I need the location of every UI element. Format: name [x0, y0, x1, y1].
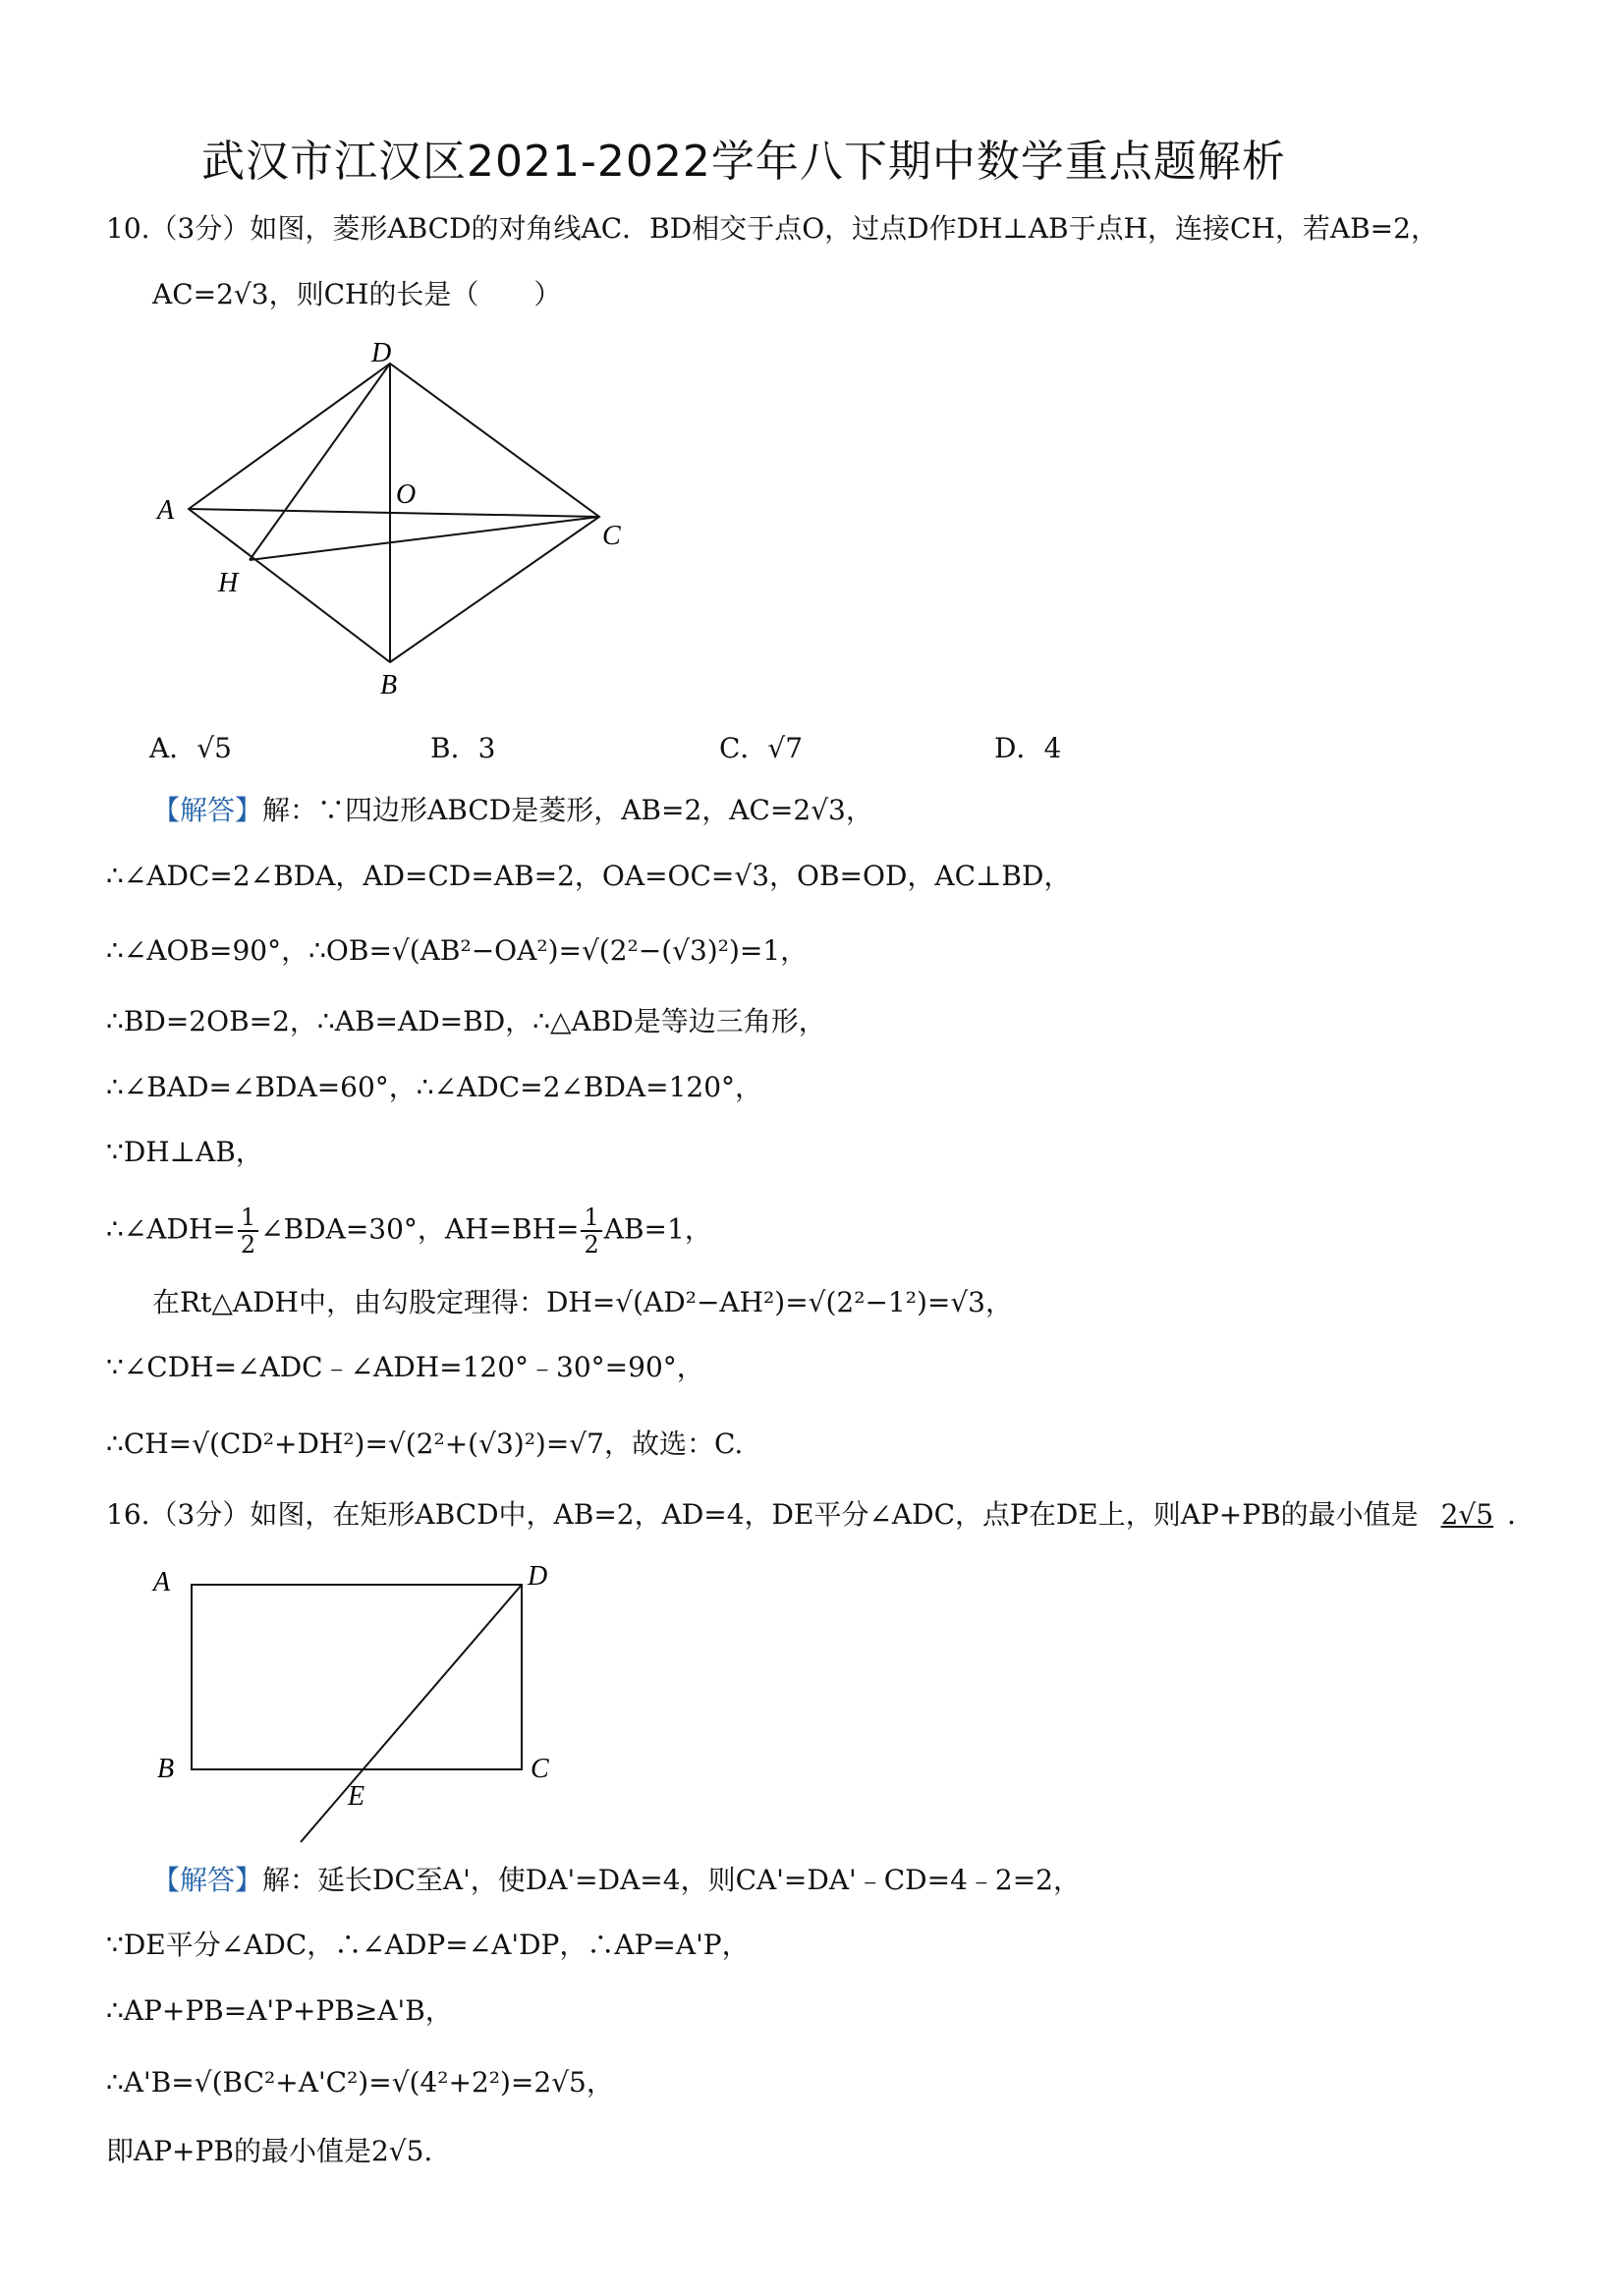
choice-b: B．3: [430, 732, 496, 764]
label-d: D: [371, 338, 392, 368]
fraction-half: $\frac{1}{2}$: [581, 1204, 601, 1258]
q10-solution-line4: ∴BD=2OB=2，∴AB=AD=BD，∴△ABD是等边三角形，: [106, 1005, 826, 1037]
label-h: H: [218, 568, 239, 598]
answer-tag: 【解答】: [152, 1864, 263, 1896]
q10-stem-line2: AC=2√3，则CH的长是（ ）: [152, 278, 562, 310]
q10-solution-line6: ∵DH⊥AB，: [106, 1136, 263, 1168]
q16-solution-line3: ∴AP+PB=A'P+PB≥A'B，: [106, 1994, 453, 2027]
page-title: 武汉市江汉区2021-2022学年八下期中数学重点题解析: [201, 137, 1286, 187]
answer-tag: 【解答】: [152, 794, 263, 826]
label-o: O: [396, 479, 417, 510]
q10-solution-line5: ∴∠BAD=∠BDA=60°，∴∠ADC=2∠BDA=120°，: [106, 1071, 763, 1103]
q16-answer-blank: 2√5: [1440, 1498, 1494, 1531]
q16-solution-line5: 即AP+PB的最小值是2√5.: [106, 2135, 433, 2167]
rectangle-figure: [147, 1557, 580, 1872]
q10-stem-line1: 10.（3分）如图，菱形ABCD的对角线AC．BD相交于点O，过点D作DH⊥AB于点H，连接CH，若AB=2，: [106, 212, 1438, 245]
choice-c: C．√7: [719, 732, 804, 764]
rhombus-figure: [147, 334, 639, 707]
q16-stem: 16.（3分）如图，在矩形ABCD中，AB=2，AD=4，DE平分∠ADC，点P在DE上，则AP+PB的最小值是 2√5 ．: [106, 1498, 1536, 1531]
q10-solution-line10: ∴CH=√(CD²+DH²)=√(2²+(√3)²)=√7，故选：C.: [106, 1428, 744, 1460]
q16-solution-line2: ∵DE平分∠ADC，∴∠ADP=∠A'DP，∴AP=A'P，: [106, 1929, 750, 1961]
choice-a: A．√5: [149, 732, 232, 764]
label-a: A: [153, 1567, 171, 1597]
label-e: E: [348, 1781, 365, 1812]
q10-solution-line3: ∴∠AOB=90°，∴OB=√(AB²−OA²)=√(2²−(√3)²)=1，: [106, 934, 809, 967]
label-c: C: [531, 1754, 549, 1784]
q10-solution-line1: 【解答】解：∵四边形ABCD是菱形，AB=2，AC=2√3，: [152, 794, 873, 826]
q16-solution-line1: 【解答】解：延长DC至A'，使DA'=DA=4，则CA'=DA'﹣CD=4﹣2=2，: [152, 1864, 1081, 1896]
q10-solution-line9: ∵∠CDH=∠ADC﹣∠ADH=120°﹣30°=90°，: [106, 1351, 704, 1383]
q16-solution-line4: ∴A'B=√(BC²+A'C²)=√(4²+2²)=2√5，: [106, 2066, 614, 2099]
choice-d: D．4: [994, 732, 1062, 764]
q10-solution-line2: ∴∠ADC=2∠BDA，AD=CD=AB=2，OA=OC=√3，OB=OD，AC⊥BD，: [106, 860, 1072, 892]
diagonal-ac: [189, 509, 599, 517]
label-a: A: [157, 495, 175, 526]
label-c: C: [602, 521, 621, 551]
label-d: D: [528, 1561, 548, 1592]
fraction-half: $\frac{1}{2}$: [238, 1204, 258, 1258]
rectangle-outline: [192, 1585, 522, 1769]
label-b: B: [380, 670, 398, 700]
segment-dh: [250, 364, 390, 560]
label-b: B: [157, 1754, 175, 1784]
q10-solution-line7: ∴∠ADH= $\frac{1}{2}$ ∠BDA=30°，AH=BH= $\frac{1}{2}$ AB=1，: [106, 1204, 712, 1259]
q10-solution-line8: 在Rt△ADH中，由勾股定理得：DH=√(AD²−AH²)=√(2²−1²)=√3，: [152, 1286, 1013, 1318]
bisector-de: [301, 1585, 522, 1842]
